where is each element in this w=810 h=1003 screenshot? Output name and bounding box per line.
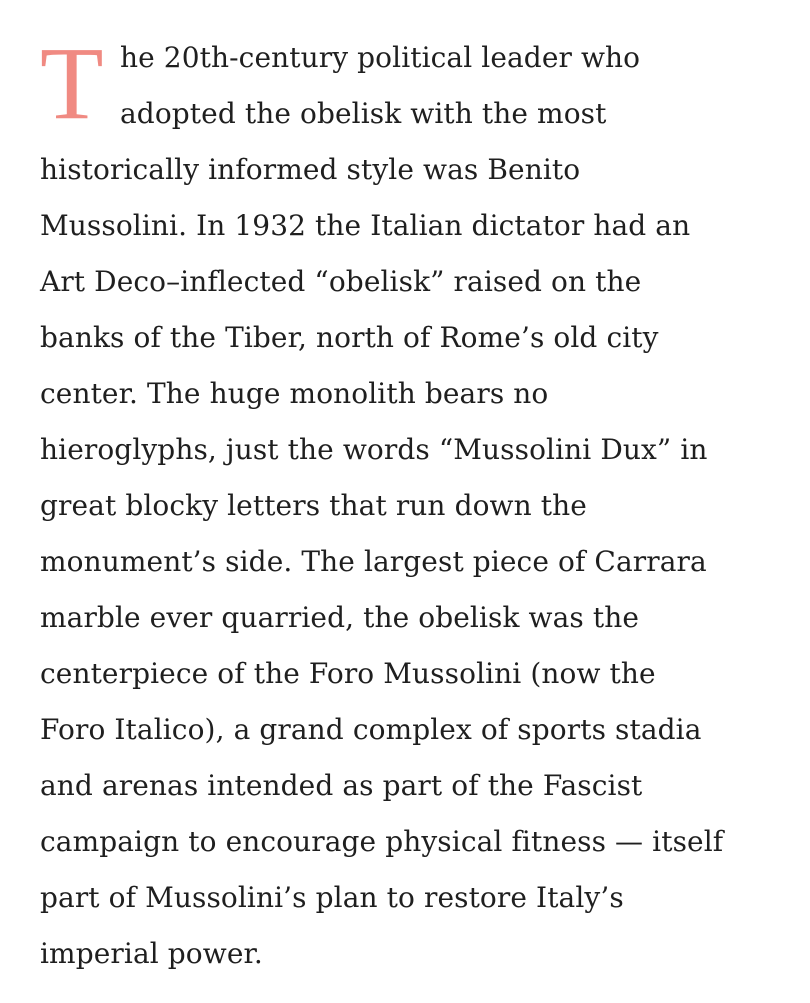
text-line: imperial power. xyxy=(40,937,263,970)
text-line: campaign to encourage physical fitness — itself xyxy=(40,825,724,858)
text-line: monument’s side. The largest piece of Carrara xyxy=(40,545,707,578)
text-line: marble ever quarried, the obelisk was the xyxy=(40,601,640,634)
text-line: Art Deco–inflected “obelisk” raised on the xyxy=(40,265,642,298)
text-line: he 20th-century political leader who xyxy=(120,41,641,74)
text-line: great blocky letters that run down the xyxy=(40,489,587,522)
text-line: historically informed style was Benito xyxy=(40,153,581,186)
text-line: center. The huge monolith bears no xyxy=(40,377,549,410)
text-line: Foro Italico), a grand complex of sports stadia xyxy=(40,713,702,746)
text-line: banks of the Tiber, north of Rome’s old city xyxy=(40,321,659,354)
text-line: Mussolini. In 1932 the Italian dictator had an xyxy=(40,209,691,242)
text-line: adopted the obelisk with the most xyxy=(120,97,607,130)
text-line: and arenas intended as part of the Fascist xyxy=(40,769,643,802)
article-paragraph xyxy=(40,26,780,982)
drop-cap: T xyxy=(40,26,104,141)
text-line: centerpiece of the Foro Mussolini (now the xyxy=(40,657,656,690)
text-line: hieroglyphs, just the words “Mussolini Dux” in xyxy=(40,433,708,466)
text-line: part of Mussolini’s plan to restore Italy’s xyxy=(40,881,624,914)
